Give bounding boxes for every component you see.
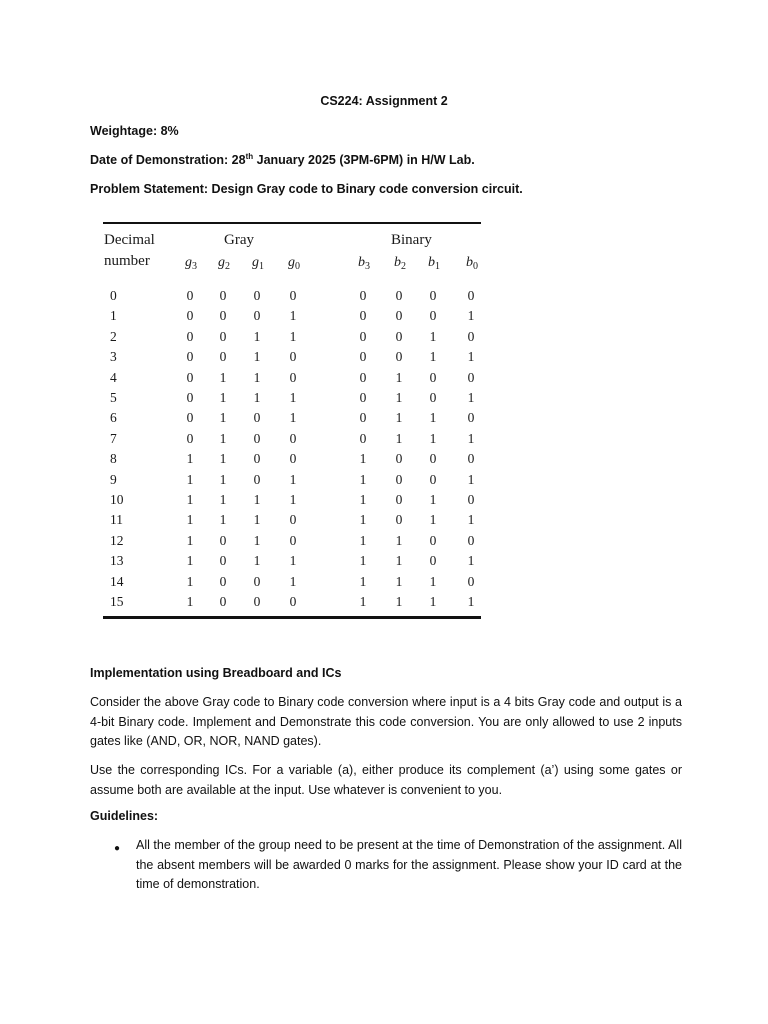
gray-bit-cell: 0	[289, 430, 297, 446]
binary-bit-cell: 1	[429, 594, 437, 609]
binary-bit-cell: 1	[359, 512, 367, 528]
gray-bit-cell: 1	[289, 573, 297, 589]
binary-bit-cell: 1	[467, 349, 475, 365]
binary-bit-cell: 0	[429, 369, 437, 385]
gray-bit-cell: 0	[253, 451, 261, 467]
gray-bit-cell: 1	[219, 369, 227, 385]
decimal-cell: 14	[110, 573, 124, 589]
decimal-cell: 9	[110, 471, 117, 487]
decimal-cell: 15	[110, 594, 124, 609]
gray-bit-cell: 0	[289, 594, 297, 609]
col-header-index: 2	[225, 261, 230, 272]
col-header-index: 3	[365, 261, 370, 272]
binary-bit-cell: 1	[359, 594, 367, 609]
gray-bit-cell: 1	[186, 492, 194, 507]
gray-bit-cell: 1	[253, 553, 261, 569]
binary-bit-cell: 0	[467, 410, 475, 426]
gray-bit-cell: 0	[289, 451, 297, 467]
col-header-letter: b	[428, 255, 435, 270]
gray-bit-cell: 1	[186, 532, 194, 548]
gray-bit-cell: 1	[289, 410, 297, 426]
gray-bit-cell: 0	[186, 430, 194, 446]
binary-bit-cell: 0	[359, 369, 367, 385]
gray-bit-cell: 1	[186, 451, 194, 467]
gray-bit-cell: 0	[186, 288, 194, 303]
gray-bit-cell: 0	[186, 390, 194, 405]
binary-bit-cell: 0	[467, 451, 475, 467]
weightage-line: Weightage: 8%	[90, 124, 179, 138]
gray-bit-cell: 1	[253, 492, 261, 507]
gray-bit-cell: 0	[186, 328, 194, 344]
binary-bit-cell: 1	[467, 308, 475, 324]
binary-bit-cell: 1	[395, 573, 403, 589]
gray-bit-cell: 1	[219, 451, 227, 467]
col-header-letter: g	[218, 255, 225, 270]
col-header-index: 1	[435, 261, 440, 272]
binary-bit-cell: 0	[429, 288, 437, 303]
gray-bit-cell: 0	[289, 288, 297, 303]
problem-statement: Problem Statement: Design Gray code to Binary code conversion circuit.	[90, 182, 523, 196]
gray-bit-cell: 1	[186, 594, 194, 609]
demo-date-suffix: January 2025 (3PM-6PM) in H/W Lab.	[253, 153, 475, 167]
col-header-letter: b	[466, 255, 473, 270]
binary-bit-cell: 1	[429, 349, 437, 365]
binary-bit-cell: 1	[467, 390, 475, 405]
binary-bit-cell: 1	[395, 430, 403, 446]
bullet-icon: ●	[114, 843, 121, 854]
gray-bit-cell: 0	[219, 553, 227, 569]
gray-bit-cell: 1	[219, 390, 227, 405]
gray-bit-cell: 0	[219, 328, 227, 344]
col-header-index: 0	[473, 261, 478, 272]
decimal-cell: 8	[110, 451, 117, 467]
binary-bit-cell: 0	[359, 410, 367, 426]
binary-bit-cell: 1	[467, 512, 475, 528]
gray-bit-cell: 1	[219, 430, 227, 446]
binary-col-header	[428, 255, 440, 271]
decimal-cell: 5	[110, 390, 117, 405]
gray-bit-cell: 1	[219, 512, 227, 528]
demo-date-prefix: Date of Demonstration: 28	[90, 153, 246, 167]
binary-bit-cell: 0	[359, 328, 367, 344]
binary-bit-cell: 1	[395, 369, 403, 385]
decimal-cell: 13	[110, 553, 124, 569]
gray-bit-cell: 0	[186, 308, 194, 324]
binary-bit-cell: 0	[395, 471, 403, 487]
gray-bit-cell: 0	[219, 349, 227, 365]
gray-bit-cell: 1	[253, 532, 261, 548]
binary-bit-cell: 1	[359, 553, 367, 569]
binary-bit-cell: 1	[359, 451, 367, 467]
gray-bit-cell: 0	[219, 288, 227, 303]
col-header-letter: g	[185, 255, 192, 270]
col-header-letter: b	[394, 255, 401, 270]
binary-bit-cell: 0	[467, 288, 475, 303]
binary-bit-cell: 1	[429, 430, 437, 446]
binary-bit-cell: 1	[359, 471, 367, 487]
col-header-letter: b	[358, 255, 365, 270]
binary-bit-cell: 1	[395, 532, 403, 548]
binary-bit-cell: 0	[429, 390, 437, 405]
gray-bit-cell: 0	[289, 349, 297, 365]
col-header-index: 0	[295, 261, 300, 272]
decimal-cell: 10	[110, 492, 124, 507]
gray-bit-cell: 1	[289, 308, 297, 324]
decimal-cell: 2	[110, 328, 117, 344]
decimal-cell: 4	[110, 369, 117, 385]
gray-bit-cell: 1	[253, 328, 261, 344]
implementation-paragraph-1: Consider the above Gray code to Binary code conversion where input is a 4 bits Gray code and output is a 4-bit Binary code. Implement and Demonstrate this code conversion. You are only allowed to use 2 inputs gates like (AND, OR, NOR, NAND gates).	[90, 695, 682, 748]
assignment-title: CS224: Assignment 2	[320, 94, 448, 108]
implementation-paragraph-2: Use the corresponding ICs. For a variable (a), either produce its complement (a’) using some gates or assume both are available at the input. Use whatever is convenient to you.	[90, 763, 682, 797]
gray-bit-cell: 1	[253, 512, 261, 528]
binary-bit-cell: 0	[359, 288, 367, 303]
gray-bit-cell: 1	[186, 553, 194, 569]
binary-bit-cell: 0	[467, 492, 475, 507]
binary-bit-cell: 1	[359, 573, 367, 589]
implementation-heading: Implementation using Breadboard and ICs	[90, 666, 342, 680]
gray-binary-table	[103, 222, 481, 620]
gray-bit-cell: 0	[219, 573, 227, 589]
binary-bit-cell: 1	[429, 512, 437, 528]
gray-bit-cell: 1	[253, 349, 261, 365]
gray-bit-cell: 1	[253, 390, 261, 405]
gray-bit-cell: 0	[253, 288, 261, 303]
gray-bit-cell: 1	[186, 471, 194, 487]
col-header-index: 2	[401, 261, 406, 272]
binary-bit-cell: 1	[395, 553, 403, 569]
gray-col-header	[185, 255, 197, 271]
binary-bit-cell: 0	[395, 512, 403, 528]
gray-bit-cell: 1	[289, 328, 297, 344]
binary-bit-cell: 1	[467, 430, 475, 446]
gray-bit-cell: 0	[253, 471, 261, 487]
header-binary: Binary	[391, 232, 432, 248]
binary-col-header	[358, 255, 370, 271]
gray-bit-cell: 0	[253, 573, 261, 589]
binary-bit-cell: 0	[359, 308, 367, 324]
gray-bit-cell: 1	[289, 553, 297, 569]
binary-bit-cell: 1	[467, 553, 475, 569]
binary-bit-cell: 1	[467, 594, 475, 609]
gray-bit-cell: 0	[253, 430, 261, 446]
binary-bit-cell: 0	[467, 532, 475, 548]
binary-bit-cell: 1	[395, 594, 403, 609]
header-decimal: Decimal	[104, 232, 155, 248]
gray-bit-cell: 1	[219, 410, 227, 426]
binary-bit-cell: 0	[429, 471, 437, 487]
binary-bit-cell: 1	[359, 492, 367, 507]
binary-bit-cell: 0	[395, 288, 403, 303]
col-header-letter: g	[252, 255, 259, 270]
gray-col-header	[218, 255, 230, 271]
binary-bit-cell: 0	[467, 328, 475, 344]
binary-bit-cell: 1	[429, 328, 437, 344]
binary-bit-cell: 0	[395, 451, 403, 467]
binary-col-header	[466, 255, 478, 271]
header-number: number	[104, 253, 150, 269]
gray-col-header	[288, 255, 300, 271]
gray-bit-cell: 0	[219, 594, 227, 609]
gray-bit-cell: 0	[186, 369, 194, 385]
gray-bit-cell: 0	[289, 532, 297, 548]
decimal-cell: 0	[110, 288, 117, 303]
binary-bit-cell: 0	[429, 308, 437, 324]
decimal-cell: 1	[110, 308, 117, 324]
gray-bit-cell: 1	[289, 390, 297, 405]
binary-bit-cell: 1	[467, 471, 475, 487]
decimal-cell: 12	[110, 532, 124, 548]
col-header-index: 3	[192, 261, 197, 272]
demo-date-ordinal: th	[245, 151, 254, 161]
gray-bit-cell: 0	[253, 594, 261, 609]
binary-bit-cell: 1	[429, 573, 437, 589]
gray-bit-cell: 0	[253, 410, 261, 426]
binary-bit-cell: 0	[395, 308, 403, 324]
binary-bit-cell: 0	[467, 573, 475, 589]
decimal-cell: 3	[110, 349, 117, 365]
binary-col-header	[394, 255, 406, 271]
gray-bit-cell: 0	[219, 308, 227, 324]
gray-col-header	[252, 255, 264, 271]
binary-bit-cell: 0	[395, 328, 403, 344]
binary-bit-cell: 0	[395, 492, 403, 507]
binary-bit-cell: 1	[429, 492, 437, 507]
demonstration-date-line	[90, 153, 475, 167]
binary-bit-cell: 0	[429, 451, 437, 467]
binary-bit-cell: 0	[359, 390, 367, 405]
table-top-rule	[103, 222, 481, 224]
gray-bit-cell: 0	[186, 410, 194, 426]
col-header-index: 1	[259, 261, 264, 272]
binary-bit-cell: 0	[429, 532, 437, 548]
binary-bit-cell: 0	[395, 349, 403, 365]
decimal-cell: 6	[110, 410, 117, 426]
gray-bit-cell: 0	[219, 532, 227, 548]
binary-bit-cell: 0	[359, 430, 367, 446]
gray-bit-cell: 1	[219, 471, 227, 487]
gray-bit-cell: 1	[219, 492, 227, 507]
gray-bit-cell: 0	[289, 512, 297, 528]
binary-bit-cell: 0	[359, 349, 367, 365]
decimal-cell: 11	[110, 512, 123, 528]
gray-bit-cell: 1	[186, 512, 194, 528]
gray-bit-cell: 0	[186, 349, 194, 365]
guidelines-heading: Guidelines:	[90, 809, 159, 823]
gray-bit-cell: 1	[253, 369, 261, 385]
binary-bit-cell: 1	[359, 532, 367, 548]
table-bottom-rule	[103, 616, 481, 619]
gray-bit-cell: 1	[289, 471, 297, 487]
binary-bit-cell: 0	[467, 369, 475, 385]
binary-bit-cell: 1	[395, 410, 403, 426]
binary-bit-cell: 0	[429, 553, 437, 569]
binary-bit-cell: 1	[429, 410, 437, 426]
gray-bit-cell: 0	[289, 369, 297, 385]
gray-bit-cell: 0	[253, 308, 261, 324]
header-gray: Gray	[224, 232, 254, 248]
col-header-letter: g	[288, 255, 295, 270]
decimal-cell: 7	[110, 430, 117, 446]
guideline-item-1: All the member of the group need to be present at the time of Demonstration of the assignment. All the absent members will be awarded 0 marks for the assignment. Please show your ID card at the time of demonstration.	[136, 838, 682, 891]
gray-bit-cell: 1	[289, 492, 297, 507]
gray-bit-cell: 1	[186, 573, 194, 589]
binary-bit-cell: 1	[395, 390, 403, 405]
